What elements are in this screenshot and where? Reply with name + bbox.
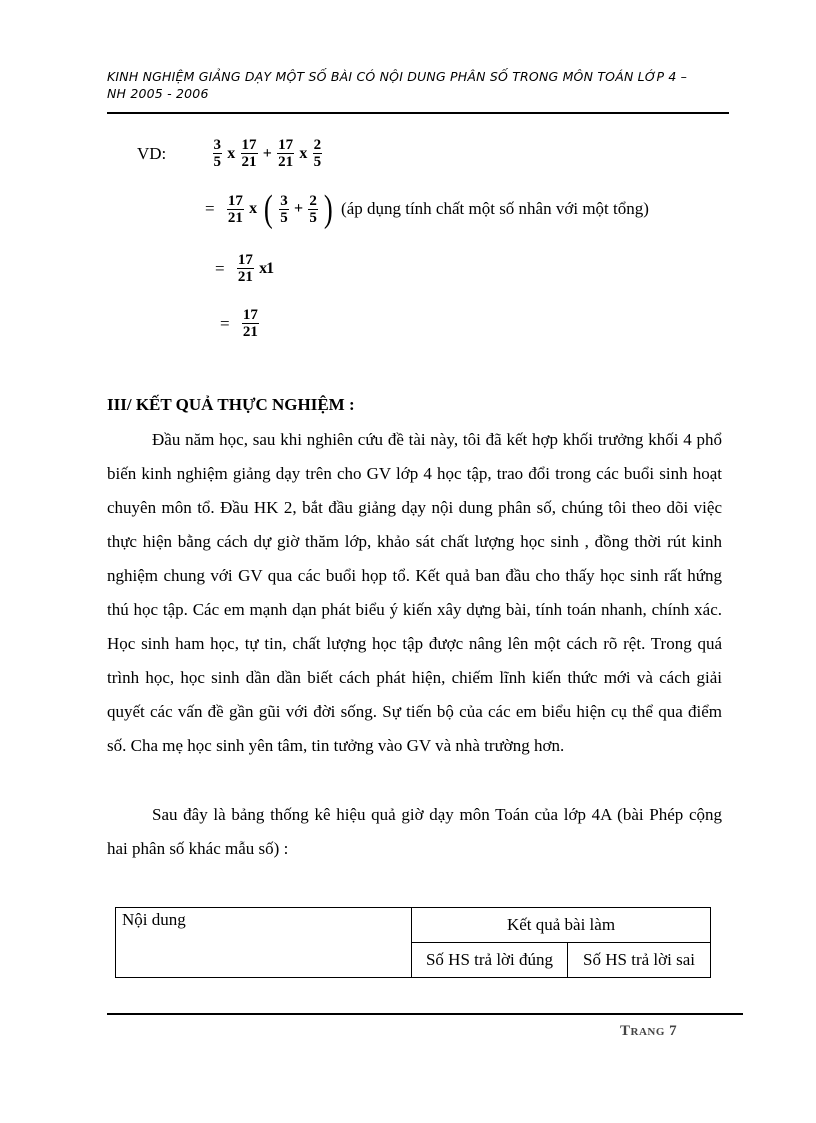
header-line-1: KINH NGHIỆM GIẢNG DẠY MỘT SỐ BÀI CÓ NỘI DUNG PHÂN SỐ TRONG MÔN TOÁN LỚP 4 – — [107, 69, 688, 84]
times-sign: x — [259, 259, 268, 277]
example-note: (áp dụng tính chất một số nhân với một tổng) — [341, 199, 649, 218]
times-sign: x — [299, 144, 308, 162]
close-paren: ) — [324, 188, 333, 230]
fraction-17-21: $\frac{17}{21}$ — [242, 307, 258, 340]
paragraph-results: Đầu năm học, sau khi nghiên cứu đề tài này, tôi đã kết hợp khối trưởng khối 4 phổ biến kinh nghiệm giảng dạy trên cho GV lớp 4 học tập, trao đổi trong các buổi sinh hoạt chuyên môn tổ. Đầu HK 2, bắt đầu giảng dạy nội dung phân số, chúng tôi theo dõi việc thực hiện bằng cách dự giờ thăm lớp, khảo sát chất lượng học sinh , đồng thời rút kinh nghiệm chung với GV qua các buổi họp tổ. Kết quả ban đầu cho thấy học sinh rất hứng thú học tập. Các em mạnh dạn phát biểu ý kiến xây dựng bài, tính toán nhanh, chính xác. Học sinh ham học, tự tin, chất lượng học tập được nâng lên một cách rõ rệt. Trong quá trình học, học sinh dần dần biết cách phát hiện, chiếm lĩnh kiến thức mới và cách giải quyết các vấn đề gần gũi với đời sống. Sự tiến bộ của các em biểu hiện cụ thể qua điểm số. Cha mẹ học sinh yên tâm, tin tưởng vào GV và nhà trường hơn. — [107, 430, 722, 755]
example-line-4 — [220, 307, 259, 340]
times-sign: x — [227, 144, 236, 162]
table-header-content: Nội dung — [116, 908, 412, 978]
page-number: Trang 7 — [620, 1023, 678, 1039]
equals-sign: = — [220, 313, 230, 333]
plus-sign: + — [294, 200, 304, 217]
times-sign: x — [249, 200, 258, 217]
fraction-17-21: $\frac{17}{21}$ — [237, 252, 253, 285]
open-paren: ( — [264, 188, 274, 230]
header-rule — [107, 112, 729, 114]
fraction-17-21: $\frac{17}{21}$ — [278, 137, 294, 170]
example-label: VD: — [137, 143, 167, 163]
fraction-2-5: $\frac{2}{5}$ — [309, 192, 317, 226]
example-line-3 — [215, 252, 275, 285]
example-line-2 — [205, 190, 649, 228]
header-line-2: NH 2005 - 2006 — [107, 86, 209, 101]
page-header — [107, 68, 727, 102]
footer-rule — [107, 1013, 743, 1015]
equals-sign: = — [215, 258, 225, 278]
plus-sign: + — [262, 144, 272, 162]
results-table — [115, 907, 711, 978]
example-line-1 — [137, 137, 322, 170]
fraction-3-5: $\frac{3}{5}$ — [280, 192, 288, 226]
fraction-17-21: $\frac{17}{21}$ — [241, 137, 257, 170]
section-title: III/ KẾT QUẢ THỰC NGHIỆM : — [107, 395, 355, 414]
fraction-2-5: $\frac{2}{5}$ — [313, 137, 322, 170]
table-header-correct: Số HS trả lời đúng — [412, 943, 568, 978]
paragraph-table-intro: Sau đây là bảng thống kê hiệu quả giờ dạy môn Toán của lớp 4A (bài Phép cộng hai phân số khác mẫu số) : — [107, 805, 722, 858]
number-one: 1 — [266, 259, 275, 277]
fraction-3-5: $\frac{3}{5}$ — [213, 137, 222, 170]
fraction-17-21: $\frac{17}{21}$ — [227, 192, 243, 226]
equals-sign: = — [205, 199, 215, 218]
table-header-results: Kết quả bài làm — [412, 908, 711, 943]
table-header-wrong: Số HS trả lời sai — [568, 943, 711, 978]
